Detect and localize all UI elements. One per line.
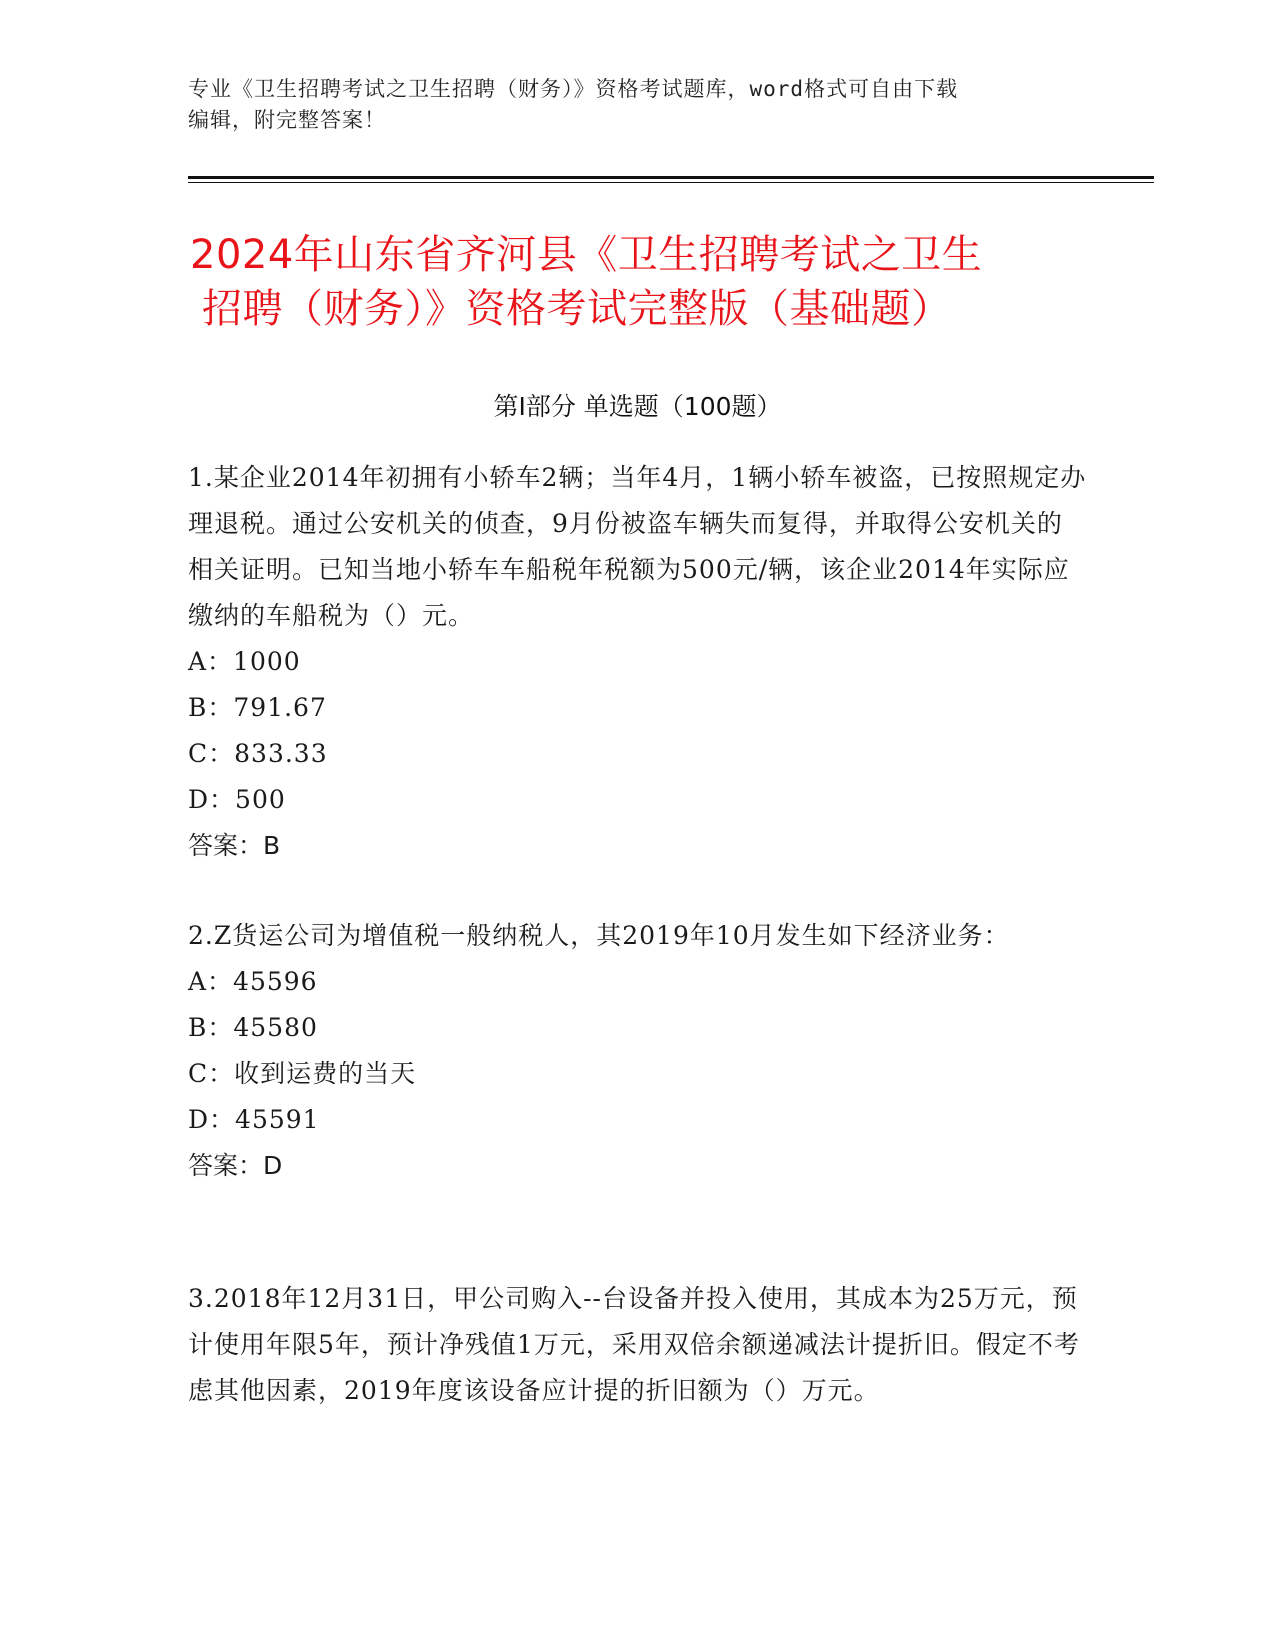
question-stem: 2.Z货运公司为增值税一般纳税人，其2019年10月发生如下经济业务：: [188, 921, 1010, 950]
question-1: [188, 455, 1088, 869]
document-title-line1: 2024年山东省齐河县《卫生招聘考试之卫生: [190, 232, 983, 278]
header-note-line2: 编辑，附完整答案！: [188, 108, 386, 132]
document-title-line2: 招聘（财务）》资格考试完整版（基础题）: [202, 286, 952, 332]
option-c: C：收到运费的当天: [188, 1059, 417, 1088]
question-stem: 1.某企业2014年初拥有小轿车2辆；当年4月，1辆小轿车被盗，已按照规定办理退税。通过公安机关的侦查，9月份被盗车辆失而复得，并取得公安机关的相关证明。已知当地小轿车车船税年税额为500元/辆，该企业2014年实际应缴纳的车船税为（）元。: [188, 463, 1087, 630]
option-c: C：833.33: [188, 739, 328, 768]
header-divider-thin: [188, 182, 1154, 183]
option-d: D：45591: [188, 1105, 320, 1134]
answer: 答案：B: [188, 831, 281, 860]
question-2: [188, 913, 1088, 1189]
header-note-line1: 专业《卫生招聘考试之卫生招聘（财务）》资格考试题库，word格式可自由下载: [188, 77, 959, 101]
question-stem: 3.2018年12月31日，甲公司购入--台设备并投入使用，其成本为25万元，预计使用年限5年，预计净残值1万元，采用双倍余额递减法计提折旧。假定不考虑其他因素，2019年度该设备应计提的折旧额为（）万元。: [188, 1284, 1080, 1405]
section-title: 第I部分 单选题（100题）: [493, 392, 782, 421]
option-b: B：791.67: [188, 693, 327, 722]
header-divider-thick: [188, 176, 1154, 179]
header-note: [188, 74, 1068, 136]
option-b: B：45580: [188, 1013, 318, 1042]
option-d: D：500: [188, 785, 286, 814]
question-3: [188, 1276, 1088, 1414]
option-a: A：45596: [188, 967, 318, 996]
option-a: A：1000: [188, 647, 301, 676]
document-title: [190, 228, 1090, 336]
answer: 答案：D: [188, 1151, 283, 1180]
